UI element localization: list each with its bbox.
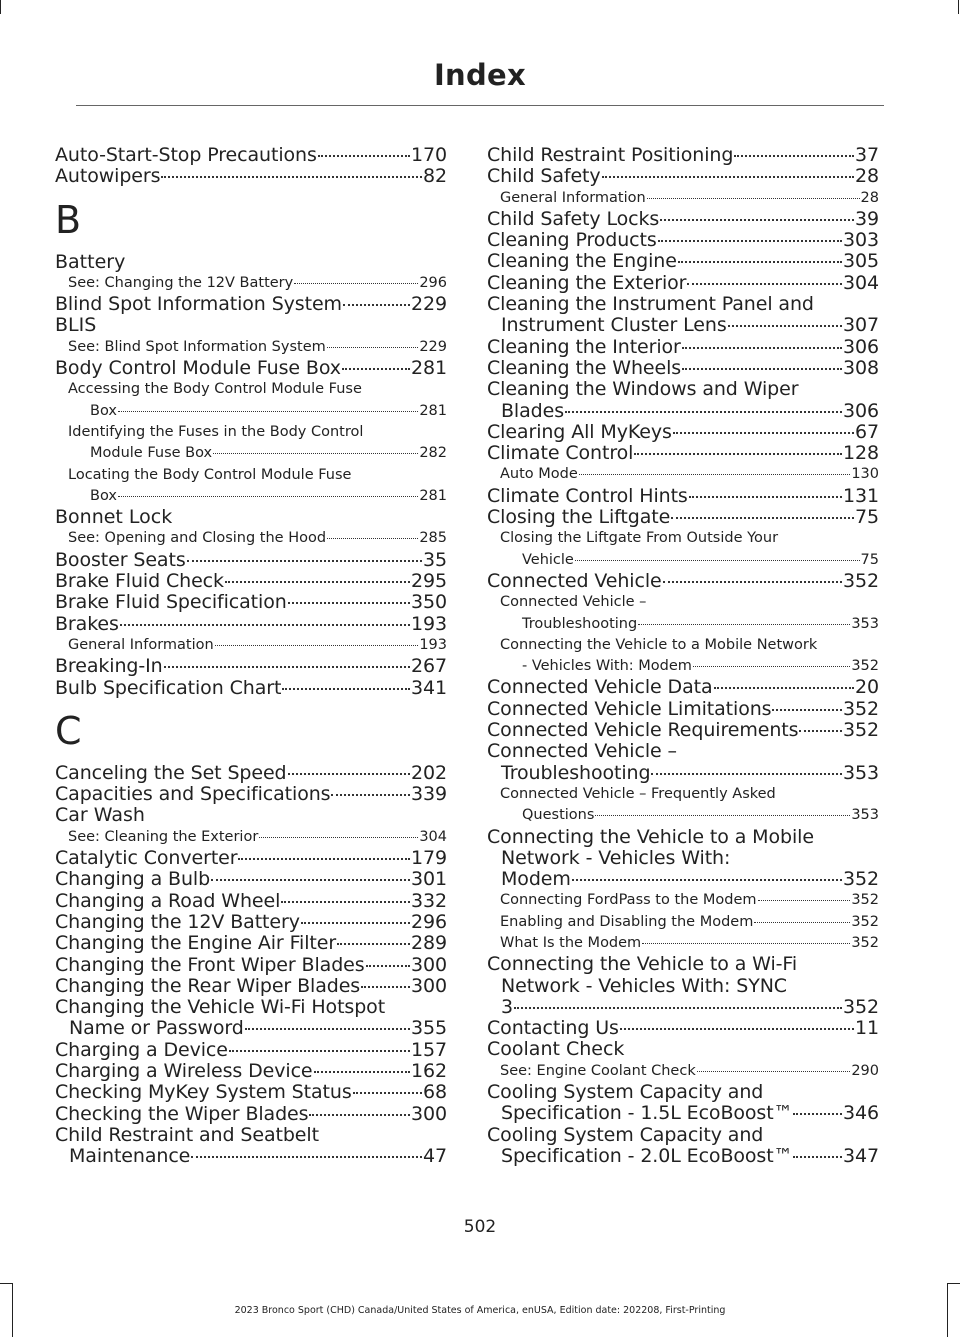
index-subentry[interactable]: See: Engine Coolant Check 290 <box>500 1062 879 1079</box>
page-number: 502 <box>463 1217 497 1237</box>
index-heading: BLIS <box>55 314 97 337</box>
index-subentry[interactable]: Connecting the Vehicle to a Mobile Network - Vehicles With: Modem 352 <box>500 636 879 675</box>
crop-mark-top-right <box>958 0 959 14</box>
index-entry[interactable]: Charging a Device 157 <box>55 1038 447 1061</box>
index-entry[interactable]: Canceling the Set Speed 202 <box>55 761 447 784</box>
index-subentry[interactable]: Connected Vehicle – Troubleshooting 353 <box>500 594 879 632</box>
index-entry[interactable]: Changing a Road Wheel 332 <box>55 889 447 912</box>
index-subentry[interactable]: See: Opening and Closing the Hood 285 <box>68 530 447 547</box>
crop-mark-top-left <box>0 0 1 14</box>
crop-mark-bottom-left-h <box>0 1283 13 1284</box>
index-subentry[interactable]: Closing the Liftgate From Outside Your Vehicle 75 <box>500 530 879 568</box>
index-entry[interactable]: Breaking-In 267 <box>55 655 447 678</box>
index-column-right <box>487 145 879 1167</box>
index-entry[interactable]: Connected Vehicle Limitations 352 <box>487 697 879 720</box>
index-entry[interactable]: Body Control Module Fuse Box 281 <box>55 357 447 380</box>
index-entry[interactable]: Changing a Bulb 301 <box>55 868 447 891</box>
index-heading: Coolant Check <box>487 1038 625 1061</box>
index-entry[interactable]: Blind Spot Information System 229 <box>55 293 447 316</box>
index-entry[interactable]: Closing the Liftgate 75 <box>487 506 879 529</box>
index-subentry[interactable]: See: Changing the 12V Battery 296 <box>68 274 447 291</box>
index-entry[interactable]: Cleaning the Wheels 308 <box>487 356 879 379</box>
index-entry[interactable]: Contacting Us 11 <box>487 1017 879 1040</box>
index-heading: Car Wash <box>55 804 145 827</box>
index-subentry[interactable]: Locating the Body Control Module Fuse Box 281 <box>68 466 447 504</box>
index-entry[interactable]: Child Restraint and Seatbelt Maintenance 47 <box>55 1123 447 1168</box>
index-entry[interactable]: Climate Control 128 <box>487 442 879 465</box>
index-column-left <box>55 145 447 1167</box>
index-entry[interactable]: Charging a Wireless Device 162 <box>55 1059 447 1082</box>
index-entry[interactable]: Changing the Engine Air Filter 289 <box>55 932 447 955</box>
index-entry[interactable]: Booster Seats 35 <box>55 548 447 571</box>
index-entry[interactable]: Bulb Specification Chart 341 <box>55 676 447 699</box>
index-entry[interactable]: Connecting the Vehicle to a Mobile Network - Vehicles With: Modem 352 <box>487 825 879 891</box>
index-entry[interactable]: Brake Fluid Specification 350 <box>55 591 447 614</box>
index-subentry[interactable]: What Is the Modem 352 <box>500 934 879 951</box>
index-entry[interactable]: Cleaning the Windows and Wiper Blades 306 <box>487 378 879 422</box>
index-entry[interactable]: Connected Vehicle Data 20 <box>487 676 879 699</box>
index-entry[interactable]: Changing the Rear Wiper Blades 300 <box>55 974 447 997</box>
index-entry[interactable]: Autowipers 82 <box>55 165 447 188</box>
index-entry[interactable]: Child Safety 28 <box>487 165 879 188</box>
index-subentry[interactable]: General Information 28 <box>500 189 879 206</box>
index-entry[interactable]: Changing the Vehicle Wi-Fi Hotspot Name or Password 355 <box>55 996 447 1040</box>
index-subentry[interactable]: Auto Mode 130 <box>500 466 879 483</box>
index-entry[interactable]: Checking MyKey System Status 68 <box>55 1081 447 1104</box>
index-entry[interactable]: Cleaning the Engine 305 <box>487 250 879 273</box>
index-heading: Battery <box>55 250 126 273</box>
title-divider <box>76 105 884 106</box>
index-entry[interactable]: Catalytic Converter 179 <box>55 847 447 870</box>
index-subentry[interactable]: Identifying the Fuses in the Body Control Module Fuse Box 282 <box>68 423 447 462</box>
index-subentry[interactable]: Accessing the Body Control Module Fuse Box 281 <box>68 381 447 419</box>
index-entry[interactable]: Cooling System Capacity and Specification - 2.0L EcoBoost™ 347 <box>487 1123 879 1167</box>
index-entry[interactable]: Child Safety Locks 39 <box>487 207 879 230</box>
index-subentry[interactable]: See: Cleaning the Exterior 304 <box>68 828 447 845</box>
index-subentry[interactable]: General Information 193 <box>68 636 447 653</box>
index-entry[interactable]: Connected Vehicle – Troubleshooting 353 <box>487 740 879 784</box>
index-entry[interactable]: Connected Vehicle Requirements 352 <box>487 719 879 742</box>
footer-edition-text: 2023 Bronco Sport (CHD) Canada/United States of America, enUSA, Edition date: 202208, First-Printing <box>234 1305 726 1316</box>
index-entry[interactable]: Auto-Start-Stop Precautions 170 <box>55 144 447 166</box>
index-subentry[interactable]: Enabling and Disabling the Modem 352 <box>500 913 879 930</box>
index-entry[interactable]: Connected Vehicle 352 <box>487 569 879 592</box>
index-entry[interactable]: Clearing All MyKeys 67 <box>487 420 879 443</box>
index-entry[interactable]: Changing the Front Wiper Blades 300 <box>55 953 447 976</box>
index-subentry[interactable]: Connecting FordPass to the Modem 352 <box>500 892 879 909</box>
index-entry[interactable]: Cooling System Capacity and Specification - 1.5L EcoBoost™ 346 <box>487 1081 879 1125</box>
index-subentry[interactable]: See: Blind Spot Information System 229 <box>68 338 447 355</box>
index-entry[interactable]: Changing the 12V Battery 296 <box>55 910 447 933</box>
index-entry[interactable]: Cleaning Products 303 <box>487 229 879 252</box>
index-subentry[interactable]: Connected Vehicle – Frequently Asked Questions 353 <box>500 785 879 824</box>
index-entry[interactable]: Checking the Wiper Blades 300 <box>55 1102 447 1125</box>
index-entry[interactable]: Connecting the Vehicle to a Wi-Fi Network - Vehicles With: SYNC 3 352 <box>487 953 879 1018</box>
page-title: Index <box>433 58 527 92</box>
index-entry[interactable]: Brake Fluid Check 295 <box>55 570 447 593</box>
section-letter-c: C <box>55 708 82 753</box>
crop-mark-bottom-right-h <box>947 1283 960 1284</box>
index-heading: Bonnet Lock <box>55 506 173 529</box>
index-entry[interactable]: Cleaning the Instrument Panel and Instrument Cluster Lens 307 <box>487 293 879 337</box>
index-entry[interactable]: Capacities and Specifications 339 <box>55 783 447 806</box>
index-entry[interactable]: Climate Control Hints 131 <box>487 484 879 507</box>
index-entry[interactable]: Child Restraint Positioning 37 <box>487 144 879 166</box>
index-entry[interactable]: Brakes 193 <box>55 612 447 635</box>
section-letter-b: B <box>55 197 82 242</box>
index-entry[interactable]: Cleaning the Exterior 304 <box>487 271 879 294</box>
index-entry[interactable]: Cleaning the Interior 306 <box>487 335 879 358</box>
